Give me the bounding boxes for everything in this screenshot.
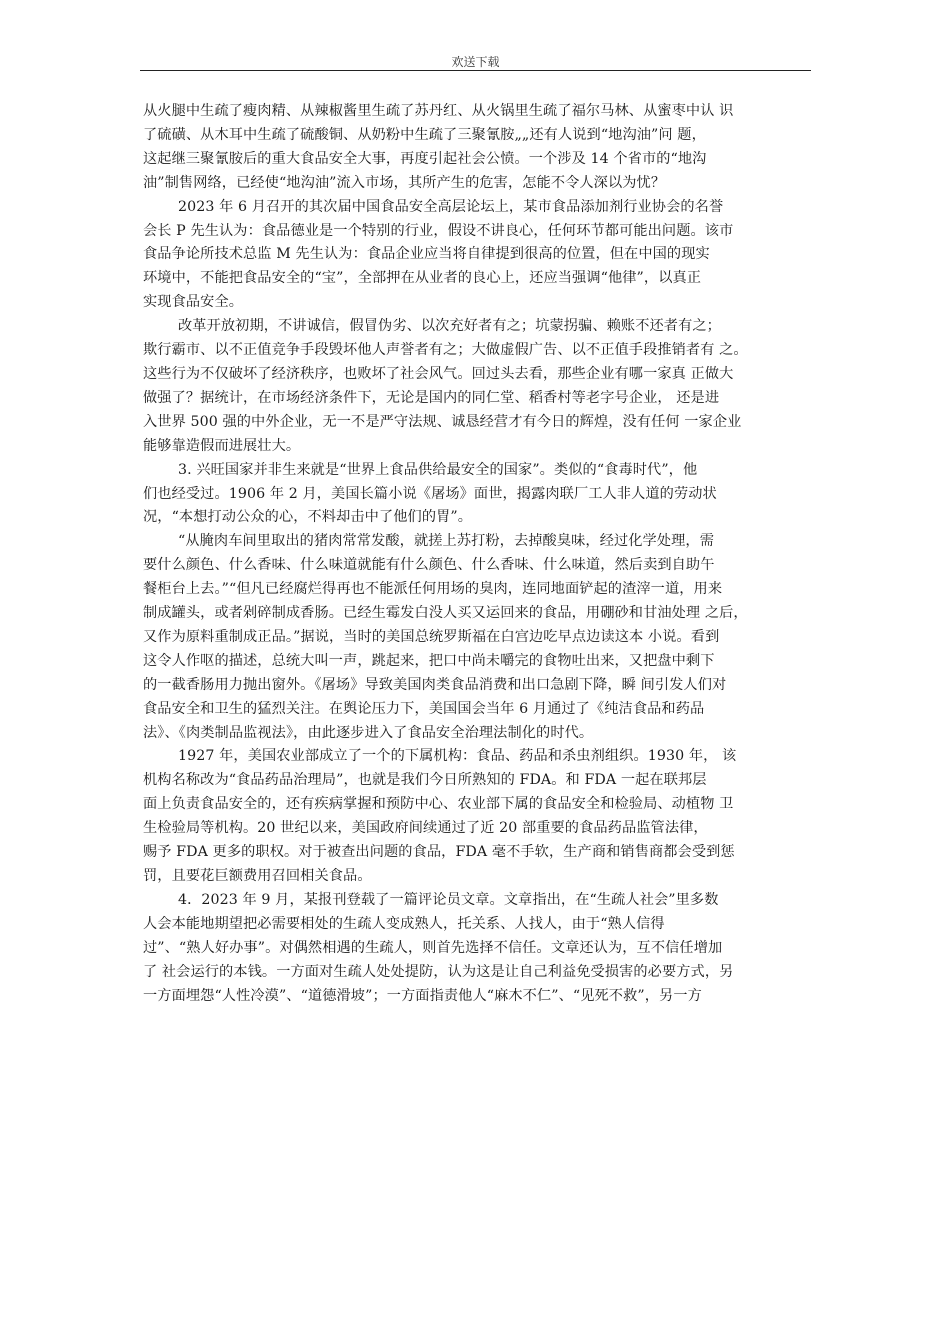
text-line: 面上负责食品安全的，还有疾病掌握和预防中心、农业部下属的食品安全和检验局、动植物 卫 [143, 796, 734, 813]
text-line: 4．2023 年 9 月，某报刊登载了一篇评论员文章。文章指出，在“生疏人社会”里多数 [178, 891, 719, 908]
text-line: 们也经受过。1906 年 2 月，美国长篇小说《屠场》面世，揭露肉联厂工人非人道的劳动状 [143, 485, 717, 502]
paragraph [143, 100, 811, 196]
text-line: 餐柜台上去。”“但凡已经腐烂得再也不能派任何用场的臭肉，连同地面铲起的渣滓一道，用来 [143, 581, 723, 598]
text-line: 这起继三聚氰胺后的重大食品安全大事，再度引起社会公愤。一个涉及 14 个省市的“地沟 [143, 150, 707, 167]
paragraph [143, 196, 811, 316]
text-line: 的一截香肠用力抛出窗外。《屠场》导致美国肉类食品消费和出口急剧下降，瞬 间引发人们对 [143, 676, 727, 693]
text-line: 这令人作呕的描述，总统大叫一声，跳起来，把口中尚未嚼完的食物吐出来，又把盘中剩下 [143, 652, 715, 669]
text-line: 环境中，不能把食品安全的“宝”，全部押在从业者的良心上，还应当强调“他律”，以真正 [143, 270, 702, 287]
text-line: 制成罐头，或者剁碎制成香肠。已经生霉发白没人买又运回来的食品，用硼砂和甘油处理 之后， [143, 605, 748, 622]
text-line: 罚，且要花巨额费用召回相关食品。 [143, 868, 372, 884]
text-line: 实现食品安全。 [143, 294, 244, 311]
text-line: “从腌肉车间里取出的猪肉常常发酸，就搓上苏打粉，去掉酸臭味，经过化学处理，需 [178, 533, 714, 550]
header-text: 欢送下载 [451, 55, 500, 69]
paragraph [143, 745, 811, 888]
text-line: 改革开放初期，不讲诚信，假冒伪劣、以次充好者有之；坑蒙拐骗、赖账不还者有之； [178, 318, 721, 335]
text-line: 食品安全和卫生的猛烈关注。在舆论压力下，美国国会当年 6 月通过了《纯洁食品和药品 [143, 700, 705, 717]
text-line: 食品争论所技术总监 M 先生认为：食品企业应当将自律提到很高的位置，但在中国的现实 [143, 246, 710, 263]
text-line: 生检验局等机构。20 世纪以来，美国政府间续通过了近 20 部重要的食品药品监管法律， [143, 820, 708, 837]
text-line: 一方面埋怨“人性冷漠”、“道德滑坡”；一方面指责他人“麻木不仁”、“见死不救”，另一方 [143, 987, 702, 1004]
text-line: 3. 兴旺国家并非生来就是“世界上食品供给最安全的国家”。类似的“食毒时代”，他 [178, 461, 698, 478]
text-line: 过”、“熟人好办事”。对偶然相遇的生疏人，则首先选择不信任。文章还认为，互不信任增加 [143, 939, 723, 956]
text-line: 法》、《肉类制品监视法》，由此逐步进入了食品安全治理法制化的时代。 [143, 724, 594, 741]
text-line: 从火腿中生疏了瘦肉精、从辣椒酱里生疏了苏丹红、从火锅里生疏了福尔马林、从蜜枣中认 识 [143, 103, 734, 119]
text-line: 机构名称改为“食品药品治理局”，也就是我们今日所熟知的 FDA。和 FDA 一起在联邦层 [143, 772, 707, 789]
page-header [140, 54, 811, 71]
paragraph [143, 889, 811, 1009]
text-line: 1927 年，美国农业部成立了一个的下属机构：食品、药品和杀虫剂组织。1930 年， 该 [178, 748, 737, 765]
paragraph [143, 530, 811, 745]
text-line: 了 社会运行的本钱。一方面对生疏人处处提防，认为这是让自己利益免受损害的必要方式，另 [143, 963, 734, 980]
text-line: 2023 年 6 月召开的其次届中国食品安全高层论坛上，某市食品添加剂行业协会的名誉 [178, 198, 724, 215]
text-line: 入世界 500 强的中外企业，无一不是严守法规、诚恳经营才有今日的辉煌，没有任何 一家企业 [143, 413, 742, 430]
text-line: 做强了？据统计，在市场经济条件下，无论是国内的同仁堂、稻香村等老字号企业， 还是进 [143, 389, 720, 406]
text-line: 会长 P 先生认为：食品德业是一个特别的行业，假设不讲良心，任何环节都可能出问题。该市 [143, 222, 734, 239]
text-line: 况，“本想打动公众的心，不料却击中了他们的胃”。 [143, 509, 473, 526]
paragraph [143, 459, 811, 531]
text-line: 要什么颜色、什么香味、什么味道就能有什么颜色、什么香味、什么味道，然后卖到自助午 [143, 557, 715, 574]
text-line: 了硫磺、从木耳中生疏了硫酸铜、从奶粉中生疏了三聚氰胺„„还有人说到“地沟油”问 题， [143, 126, 706, 143]
text-line: 这些行为不仅破坏了经济秩序，也败坏了社会风气。回过头去看，那些企业有哪一家真 正做大 [143, 365, 734, 382]
document-body [143, 100, 811, 1008]
text-line: 欺行霸市、以不正值竞争手段毁坏他人声誉者有之；大做虚假广告、以不正值手段推销者有 之。 [143, 342, 748, 359]
text-line: 能够靠造假而进展壮大。 [143, 437, 301, 454]
text-line: 赐予 FDA 更多的职权。对于被查出问题的食品，FDA 毫不手软，生产商和销售商都会受到惩 [143, 844, 735, 861]
text-line: 油”制售网络，已经使“地沟油”流入市场，其所产生的危害，怎能不令人深以为忧？ [143, 174, 666, 191]
text-line: 又作为原料重制成正品。”据说，当时的美国总统罗斯福在白宫边吃早点边读这本 小说。看到 [143, 628, 720, 645]
text-line: 人会本能地期望把必需要相处的生疏人变成熟人，托关系、人找人，由于“熟人信得 [143, 915, 665, 932]
paragraph [143, 315, 811, 458]
